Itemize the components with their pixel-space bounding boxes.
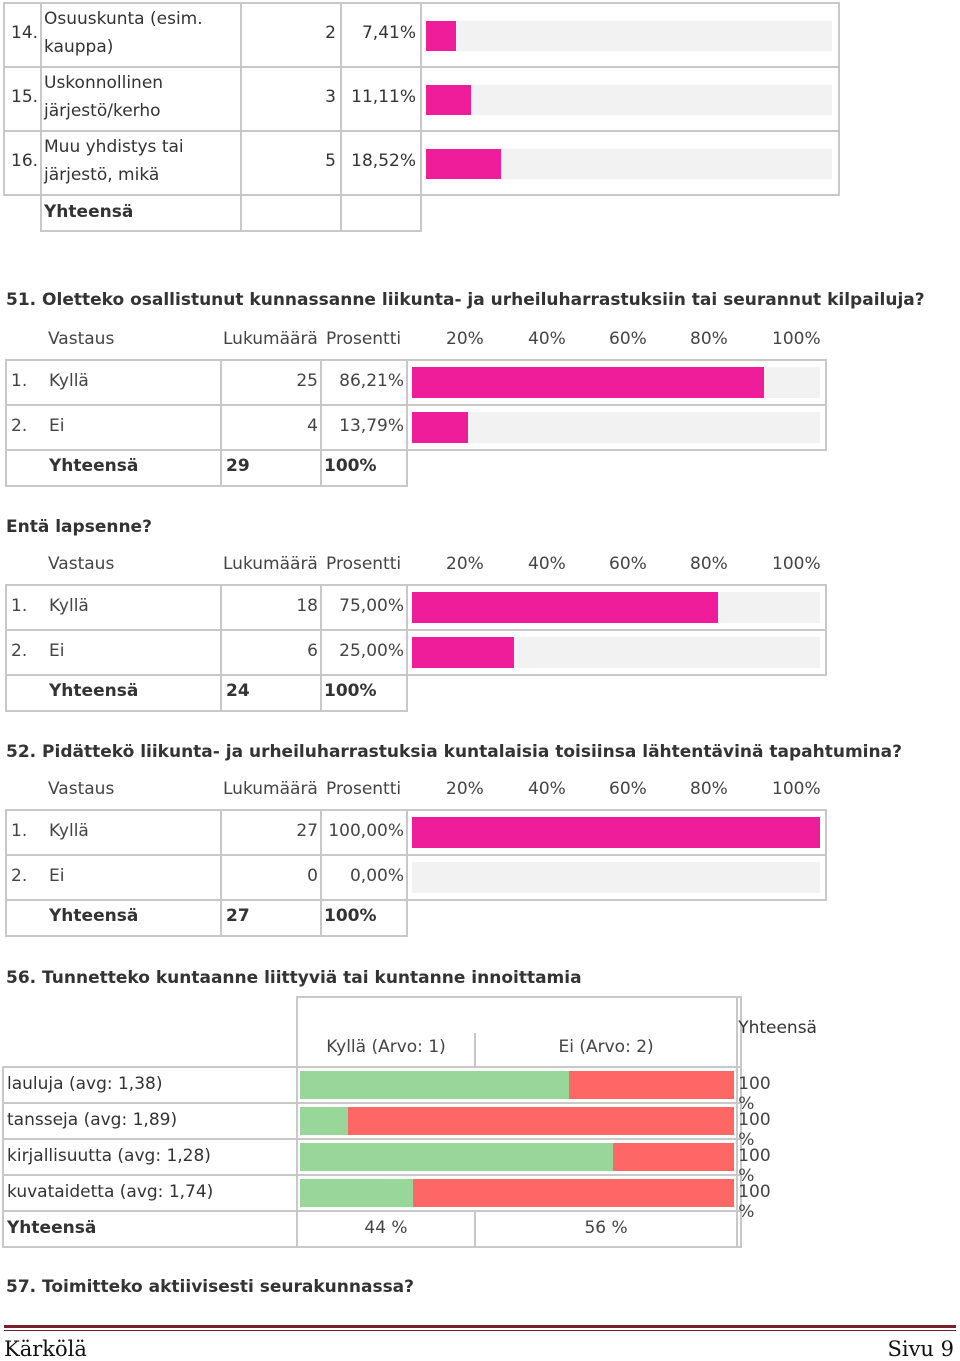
header-lukumaara: Lukumäärä <box>223 329 318 349</box>
total-label: Yhteensä <box>7 1218 97 1238</box>
tick-label: 40% <box>528 329 566 349</box>
percentage-bar <box>412 367 764 398</box>
percentage-bar <box>412 412 468 443</box>
row-label-line1: Muu yhdistys tai <box>44 137 184 157</box>
row-count: 4 <box>307 416 318 436</box>
question-title: Entä lapsenne? <box>6 517 152 537</box>
row-count: 18 <box>296 596 318 616</box>
column-header <box>0 554 830 576</box>
question-title: 56. Tunnetteko kuntaanne liittyviä tai kuntanne innoittamia <box>6 968 582 988</box>
header-vastaus: Vastaus <box>48 779 115 799</box>
table-total-row <box>6 900 826 936</box>
q52-table <box>5 809 827 937</box>
total-label: Yhteensä <box>49 906 139 926</box>
footer-rule <box>4 1330 956 1331</box>
row-label-line2: järjestö, mikä <box>44 165 160 185</box>
table-row <box>6 585 826 630</box>
header-prosentti: Prosentti <box>326 554 402 574</box>
total-count: 24 <box>226 681 250 701</box>
bar-track <box>412 592 820 623</box>
row-number: 1. <box>11 596 28 616</box>
row-total: 100 % <box>738 1074 771 1114</box>
row-label: lauluja (avg: 1,38) <box>7 1074 163 1094</box>
q51b-table <box>5 584 827 712</box>
total-percent: 100% <box>324 906 377 926</box>
row-label-line2: järjestö/kerho <box>44 101 161 121</box>
total-yes: 44 % <box>364 1218 408 1238</box>
tick-label: 20% <box>446 554 484 574</box>
tick-label: 80% <box>690 554 728 574</box>
row-label: Ei <box>49 866 65 886</box>
q56-table <box>2 996 817 1248</box>
row-number: 2. <box>11 641 28 661</box>
row-percent: 13,79% <box>339 416 404 436</box>
header-yhteensa: Yhteensä <box>738 1018 817 1038</box>
total-no: 56 % <box>584 1218 628 1238</box>
row-label-line1: Osuuskunta (esim. <box>44 9 203 29</box>
bar-track <box>412 637 820 668</box>
tick-label: 20% <box>446 779 484 799</box>
bar-track <box>426 21 832 51</box>
row-number: 15. <box>11 87 39 107</box>
bar-track <box>412 412 820 443</box>
q51-table <box>5 359 827 487</box>
column-header <box>0 779 830 801</box>
percentage-bar <box>426 85 471 115</box>
row-percent: 0,00% <box>349 866 404 886</box>
yes-segment <box>300 1179 413 1207</box>
row-percent: 75,00% <box>339 596 404 616</box>
bar-track <box>426 149 832 179</box>
total-percent: 100% <box>324 681 377 701</box>
header-vastaus: Vastaus <box>48 554 115 574</box>
question-title: 52. Pidättekö liikunta- ja urheiluharrastuksia kuntalaisia toisiinsa lähtentävinä tapahtumina? <box>6 742 902 762</box>
question-title: 51. Oletteko osallistunut kunnassanne liikunta- ja urheiluharrastuksiin tai seurannut kilpailuja? <box>6 290 925 310</box>
row-total: 100 % <box>738 1110 771 1150</box>
header-kylla: Kyllä (Arvo: 1) <box>326 1037 446 1057</box>
tick-label: 100% <box>772 779 821 799</box>
table-row <box>3 1175 741 1211</box>
tick-label: 20% <box>446 329 484 349</box>
tick-label: 60% <box>609 329 647 349</box>
row-count: 25 <box>296 371 318 391</box>
question-title: 57. Toimitteko aktiivisesti seurakunnassa? <box>6 1277 415 1297</box>
row-label: Ei <box>49 641 65 661</box>
header-row <box>3 997 741 1033</box>
tick-label: 80% <box>690 329 728 349</box>
percentage-bar <box>412 817 820 848</box>
table-row <box>3 1067 741 1103</box>
total-label: Yhteensä <box>44 202 134 222</box>
stacked-bar <box>300 1143 734 1171</box>
row-number: 2. <box>11 866 28 886</box>
row-number: 14. <box>11 23 39 43</box>
percentage-bar <box>426 21 456 51</box>
row-label: tansseja (avg: 1,89) <box>7 1110 178 1130</box>
row-label-line2: kauppa) <box>44 37 114 57</box>
row-label: kirjallisuutta (avg: 1,28) <box>7 1146 211 1166</box>
top-table <box>3 2 840 232</box>
row-total: 100 % <box>738 1146 771 1186</box>
table-row <box>6 855 826 900</box>
bar-track <box>426 85 832 115</box>
row-count: 3 <box>325 87 336 107</box>
table-total-row <box>4 195 839 231</box>
yes-segment <box>300 1071 569 1099</box>
total-label: Yhteensä <box>49 681 139 701</box>
row-total: 100 % <box>738 1182 771 1222</box>
row-label-line1: Uskonnollinen <box>44 73 164 93</box>
row-count: 5 <box>325 151 336 171</box>
row-label: Kyllä <box>49 371 89 391</box>
row-number: 1. <box>11 371 28 391</box>
row-number: 16. <box>11 151 39 171</box>
row-percent: 18,52% <box>351 151 416 171</box>
table-row <box>4 3 839 67</box>
row-label: Kyllä <box>49 596 89 616</box>
yes-segment <box>300 1143 613 1171</box>
row-percent: 7,41% <box>361 23 416 43</box>
column-header <box>0 329 830 351</box>
table-row <box>4 131 839 195</box>
header-prosentti: Prosentti <box>326 779 402 799</box>
total-count: 27 <box>226 906 250 926</box>
table-row <box>3 1103 741 1139</box>
header-lukumaara: Lukumäärä <box>223 779 318 799</box>
yes-segment <box>300 1107 348 1135</box>
total-label: Yhteensä <box>49 456 139 476</box>
row-count: 2 <box>325 23 336 43</box>
table-total-row <box>6 675 826 711</box>
row-label: Ei <box>49 416 65 436</box>
bar-track <box>412 817 820 848</box>
footer-rule <box>4 1325 956 1328</box>
tick-label: 40% <box>528 554 566 574</box>
bar-track <box>412 862 820 893</box>
row-count: 0 <box>307 866 318 886</box>
table-row <box>3 1139 741 1175</box>
tick-label: 100% <box>772 554 821 574</box>
percentage-bar <box>412 637 514 668</box>
table-total-row <box>3 1211 741 1247</box>
bar-track <box>412 367 820 398</box>
total-percent: 100% <box>324 456 377 476</box>
row-percent: 86,21% <box>339 371 404 391</box>
footer-municipality: Kärkölä <box>4 1337 87 1361</box>
table-row <box>6 360 826 405</box>
stacked-bar <box>300 1107 734 1135</box>
tick-label: 80% <box>690 779 728 799</box>
row-percent: 25,00% <box>339 641 404 661</box>
tick-label: 100% <box>772 329 821 349</box>
percentage-bar <box>412 592 718 623</box>
row-percent: 100,00% <box>328 821 404 841</box>
row-number: 1. <box>11 821 28 841</box>
row-number: 2. <box>11 416 28 436</box>
stacked-bar <box>300 1179 734 1207</box>
tick-label: 60% <box>609 779 647 799</box>
table-row <box>6 405 826 450</box>
row-label: kuvataidetta (avg: 1,74) <box>7 1182 214 1202</box>
percentage-bar <box>426 149 501 179</box>
table-row <box>6 810 826 855</box>
row-label: Kyllä <box>49 821 89 841</box>
header-ei: Ei (Arvo: 2) <box>558 1037 654 1057</box>
page-number: Sivu 9 <box>887 1337 954 1361</box>
row-percent: 11,11% <box>351 87 416 107</box>
tick-label: 60% <box>609 554 647 574</box>
tick-label: 40% <box>528 779 566 799</box>
row-count: 6 <box>307 641 318 661</box>
table-row <box>6 630 826 675</box>
total-count: 29 <box>226 456 250 476</box>
header-vastaus: Vastaus <box>48 329 115 349</box>
stacked-bar <box>300 1071 734 1099</box>
table-row <box>4 67 839 131</box>
table-total-row <box>6 450 826 486</box>
header-lukumaara: Lukumäärä <box>223 554 318 574</box>
row-count: 27 <box>296 821 318 841</box>
header-prosentti: Prosentti <box>326 329 402 349</box>
